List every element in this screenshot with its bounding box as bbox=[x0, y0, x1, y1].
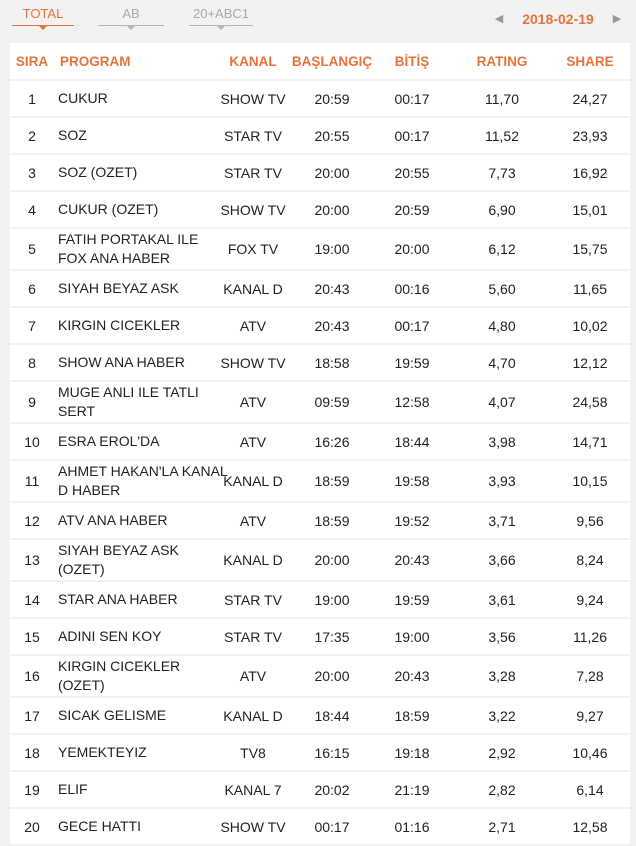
header-rating[interactable]: RATING bbox=[476, 53, 528, 69]
cell-channel: STAR TV bbox=[224, 628, 282, 645]
cell-rating: 5,60 bbox=[488, 280, 516, 297]
table-row[interactable] bbox=[10, 503, 630, 538]
cell-rating: 3,66 bbox=[488, 552, 516, 568]
cell-channel: ATV bbox=[239, 394, 267, 410]
cell-channel: SHOW TV bbox=[220, 818, 286, 835]
cell-start: 20:00 bbox=[314, 552, 350, 568]
cell-rating: 3,71 bbox=[488, 512, 516, 529]
table-row[interactable] bbox=[10, 772, 630, 807]
cell-rank: 7 bbox=[28, 317, 36, 334]
cell-rank: 1 bbox=[28, 90, 36, 107]
cell-rating: 3,98 bbox=[488, 433, 516, 450]
cell-channel: KANAL D bbox=[223, 473, 283, 489]
cell-rating: 4,07 bbox=[488, 394, 516, 410]
cell-program: YEMEKTEYIZ bbox=[58, 744, 147, 760]
cell-rank: 17 bbox=[24, 707, 40, 724]
cell-end: 01:16 bbox=[394, 818, 430, 835]
date-navigator bbox=[492, 9, 624, 29]
cell-share: 9,56 bbox=[576, 512, 604, 529]
cell-channel: KANAL D bbox=[223, 552, 283, 568]
cell-rank: 14 bbox=[24, 591, 40, 608]
cell-share: 23,93 bbox=[572, 127, 608, 144]
chevron-right-icon[interactable]: ▶ bbox=[612, 13, 622, 25]
cell-start: 20:00 bbox=[314, 164, 350, 181]
ratings-table bbox=[10, 43, 630, 846]
cell-rank: 13 bbox=[24, 552, 40, 568]
cell-start: 18:58 bbox=[314, 354, 350, 371]
cell-rank: 8 bbox=[28, 354, 36, 371]
cell-share: 16,92 bbox=[572, 164, 608, 181]
cell-rating: 6,90 bbox=[488, 201, 516, 218]
cell-channel: TV8 bbox=[240, 744, 266, 761]
cell-end: 20:43 bbox=[394, 552, 430, 568]
cell-rank: 6 bbox=[28, 280, 36, 297]
cell-program: SOZ (OZET) bbox=[58, 164, 138, 180]
cell-rating: 2,92 bbox=[488, 744, 516, 761]
cell-rating: 4,70 bbox=[488, 354, 516, 371]
cell-rating: 11,70 bbox=[485, 90, 519, 107]
cell-end: 18:59 bbox=[394, 707, 430, 724]
table-row[interactable] bbox=[10, 698, 630, 733]
cell-rank: 9 bbox=[28, 394, 36, 410]
cell-program: FATIH PORTAKAL ILE FOX ANA HABER bbox=[58, 231, 199, 266]
cell-start: 18:44 bbox=[314, 707, 350, 724]
cell-rank: 2 bbox=[28, 127, 36, 144]
cell-channel: ATV bbox=[239, 668, 267, 684]
cell-channel: KANAL D bbox=[223, 280, 283, 297]
cell-rating: 2,82 bbox=[488, 781, 516, 798]
table-row[interactable] bbox=[10, 461, 630, 501]
table-row[interactable] bbox=[10, 735, 630, 770]
cell-rank: 4 bbox=[28, 201, 36, 218]
tab-notch-icon bbox=[38, 25, 48, 30]
cell-rank: 20 bbox=[24, 818, 40, 835]
cell-start: 09:59 bbox=[314, 394, 350, 410]
cell-end: 21:19 bbox=[394, 781, 430, 798]
cell-program: SICAK GELISME bbox=[58, 707, 167, 723]
cell-start: 20:00 bbox=[314, 201, 350, 218]
cell-program: STAR ANA HABER bbox=[58, 591, 178, 607]
cell-share: 6,14 bbox=[576, 781, 604, 798]
cell-program: ELIF bbox=[58, 781, 88, 797]
cell-channel: KANAL 7 bbox=[224, 781, 282, 798]
cell-start: 20:02 bbox=[314, 781, 350, 798]
cell-start: 18:59 bbox=[314, 512, 350, 529]
cell-rank: 18 bbox=[24, 744, 40, 761]
cell-end: 20:59 bbox=[394, 201, 430, 218]
table-row[interactable] bbox=[10, 308, 630, 343]
cell-channel: STAR TV bbox=[224, 591, 282, 608]
cell-share: 8,24 bbox=[576, 552, 604, 568]
cell-start: 18:59 bbox=[314, 473, 350, 489]
table-row[interactable] bbox=[10, 656, 630, 696]
tab-20-abc1[interactable] bbox=[189, 6, 253, 28]
cell-program: KIRGIN CICEKLER (OZET) bbox=[58, 658, 181, 693]
cell-program: SOZ bbox=[58, 127, 87, 143]
tab-label: TOTAL bbox=[22, 6, 64, 21]
cell-rank: 3 bbox=[28, 164, 36, 181]
cell-end: 19:59 bbox=[394, 591, 430, 608]
cell-share: 11,26 bbox=[573, 628, 607, 645]
cell-share: 10,02 bbox=[572, 317, 608, 334]
cell-end: 19:00 bbox=[394, 628, 430, 645]
cell-rating: 3,22 bbox=[488, 707, 516, 724]
header-end[interactable]: BİTİŞ bbox=[394, 53, 430, 69]
cell-end: 20:00 bbox=[394, 241, 430, 257]
cell-start: 20:55 bbox=[314, 127, 350, 144]
cell-share: 12,12 bbox=[572, 354, 608, 371]
cell-rank: 15 bbox=[24, 628, 40, 645]
table-row[interactable] bbox=[10, 540, 630, 580]
cell-share: 15,01 bbox=[572, 201, 608, 218]
header-share[interactable]: SHARE bbox=[566, 53, 614, 69]
table-row[interactable] bbox=[10, 81, 630, 116]
chevron-left-icon[interactable]: ◀ bbox=[494, 13, 504, 25]
cell-program: AHMET HAKAN'LA KANAL D HABER bbox=[58, 463, 228, 498]
cell-start: 20:43 bbox=[314, 280, 350, 297]
tab-label: AB bbox=[122, 6, 140, 21]
tab-notch-icon bbox=[216, 25, 226, 30]
cell-start: 17:35 bbox=[314, 628, 350, 645]
table-row[interactable] bbox=[10, 809, 630, 844]
cell-rating: 3,56 bbox=[488, 628, 516, 645]
cell-program: GECE HATTI bbox=[58, 818, 141, 834]
table-row[interactable] bbox=[10, 424, 630, 459]
cell-start: 20:59 bbox=[314, 90, 350, 107]
cell-program: ATV ANA HABER bbox=[58, 512, 168, 528]
cell-rating: 6,12 bbox=[488, 241, 516, 257]
cell-end: 19:18 bbox=[394, 744, 430, 761]
table-row[interactable] bbox=[10, 345, 630, 380]
cell-rank: 16 bbox=[24, 668, 40, 684]
header-start[interactable]: BAŞLANGIÇ bbox=[291, 53, 373, 69]
cell-channel: STAR TV bbox=[224, 164, 282, 181]
cell-end: 00:16 bbox=[394, 280, 430, 297]
cell-program: CUKUR (OZET) bbox=[58, 201, 159, 217]
tab-notch-icon bbox=[126, 25, 136, 30]
tab-total[interactable] bbox=[12, 6, 74, 28]
cell-program: CUKUR bbox=[58, 90, 108, 106]
table-row[interactable] bbox=[10, 155, 630, 190]
table-row[interactable] bbox=[10, 619, 630, 654]
table-header bbox=[10, 43, 630, 79]
cell-share: 10,15 bbox=[572, 473, 608, 489]
table-row[interactable] bbox=[10, 382, 630, 422]
cell-rating: 11,52 bbox=[485, 127, 519, 144]
cell-rank: 12 bbox=[24, 512, 40, 529]
cell-end: 00:17 bbox=[394, 127, 430, 144]
cell-program: ESRA EROL'DA bbox=[58, 433, 160, 449]
cell-start: 00:17 bbox=[314, 818, 350, 835]
cell-end: 00:17 bbox=[394, 317, 430, 334]
cell-rating: 4,80 bbox=[488, 317, 516, 334]
cell-start: 19:00 bbox=[314, 591, 350, 608]
cell-start: 20:00 bbox=[314, 668, 350, 684]
cell-share: 10,46 bbox=[572, 744, 608, 761]
cell-share: 14,71 bbox=[572, 433, 608, 450]
cell-channel: SHOW TV bbox=[220, 90, 286, 107]
cell-rank: 10 bbox=[24, 433, 40, 450]
cell-channel: ATV bbox=[239, 317, 267, 334]
cell-end: 19:58 bbox=[394, 473, 430, 489]
table-row[interactable] bbox=[10, 582, 630, 617]
cell-rating: 3,61 bbox=[488, 591, 516, 608]
cell-channel: SHOW TV bbox=[220, 201, 286, 218]
cell-end: 19:59 bbox=[394, 354, 430, 371]
table-row[interactable] bbox=[10, 229, 630, 269]
current-date: 2018-02-19 bbox=[522, 11, 594, 27]
tab-label: 20+ABC1 bbox=[192, 6, 249, 21]
cell-channel: ATV bbox=[239, 433, 267, 450]
cell-share: 24,58 bbox=[572, 394, 608, 410]
tab-ab[interactable] bbox=[98, 6, 164, 28]
cell-program: SIYAH BEYAZ ASK bbox=[58, 280, 179, 296]
cell-end: 00:17 bbox=[394, 90, 430, 107]
top-bar bbox=[0, 0, 636, 42]
cell-share: 7,28 bbox=[576, 668, 604, 684]
cell-start: 16:15 bbox=[314, 744, 350, 761]
cell-rank: 11 bbox=[24, 473, 40, 489]
cell-end: 18:44 bbox=[394, 433, 430, 450]
cell-rating: 2,71 bbox=[488, 818, 516, 835]
cell-end: 20:55 bbox=[394, 164, 430, 181]
cell-channel: KANAL D bbox=[223, 707, 283, 724]
cell-share: 11,65 bbox=[573, 280, 607, 297]
cell-start: 16:26 bbox=[314, 433, 350, 450]
table-row[interactable] bbox=[10, 271, 630, 306]
table-row[interactable] bbox=[10, 118, 630, 153]
cell-start: 19:00 bbox=[314, 241, 350, 257]
cell-share: 9,27 bbox=[576, 707, 604, 724]
cell-end: 20:43 bbox=[394, 668, 430, 684]
cell-program: KIRGIN CICEKLER bbox=[58, 317, 181, 333]
cell-rating: 3,28 bbox=[488, 668, 516, 684]
cell-rating: 3,93 bbox=[488, 473, 516, 489]
header-channel[interactable]: KANAL bbox=[229, 53, 277, 69]
cell-channel: STAR TV bbox=[224, 127, 282, 144]
cell-program: MUGE ANLI ILE TATLI SERT bbox=[58, 384, 199, 419]
table-row[interactable] bbox=[10, 192, 630, 227]
cell-rank: 19 bbox=[24, 781, 40, 798]
cell-program: SHOW ANA HABER bbox=[58, 354, 185, 370]
cell-share: 12,58 bbox=[572, 818, 608, 835]
cell-share: 9,24 bbox=[576, 591, 604, 608]
cell-share: 24,27 bbox=[572, 90, 608, 107]
cell-start: 20:43 bbox=[314, 317, 350, 334]
cell-rating: 7,73 bbox=[488, 164, 516, 181]
cell-program: SIYAH BEYAZ ASK (OZET) bbox=[58, 542, 179, 577]
table-body bbox=[10, 81, 630, 844]
cell-channel: FOX TV bbox=[227, 241, 279, 257]
cell-program: ADINI SEN KOY bbox=[58, 628, 162, 644]
header-rank[interactable]: SIRA bbox=[15, 53, 49, 69]
cell-channel: SHOW TV bbox=[220, 354, 286, 371]
cell-channel: ATV bbox=[239, 512, 267, 529]
cell-end: 12:58 bbox=[394, 394, 430, 410]
cell-end: 19:52 bbox=[394, 512, 430, 529]
header-program[interactable]: PROGRAM bbox=[60, 53, 131, 69]
cell-share: 15,75 bbox=[572, 241, 608, 257]
cell-rank: 5 bbox=[28, 241, 36, 257]
